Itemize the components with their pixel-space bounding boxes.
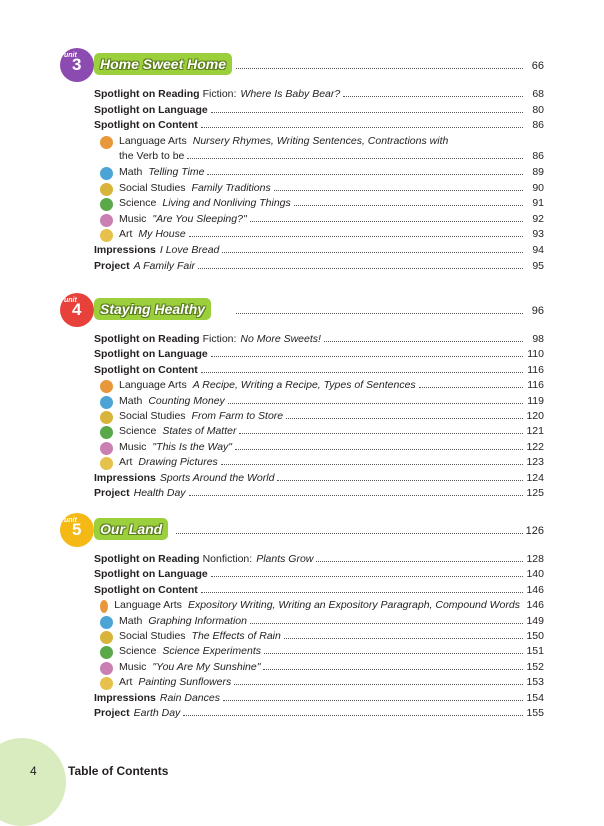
- leader-dots: [211, 576, 523, 577]
- entry-page-number: 116: [527, 363, 544, 376]
- entry-detail-continued: the Verb to be: [119, 150, 185, 163]
- entry-detail: Health Day: [133, 487, 186, 499]
- entry-page-number: 121: [526, 425, 544, 438]
- page-number-circle: [0, 738, 66, 826]
- entry-page-number: 122: [526, 440, 544, 453]
- entry-page-number: 123: [526, 456, 544, 469]
- math-icon: [100, 616, 113, 629]
- leader-dots: [189, 236, 523, 237]
- toc-entry[interactable]: [94, 582, 544, 596]
- toc-subentry[interactable]: [100, 643, 544, 657]
- unit-page-number: 96: [531, 305, 544, 317]
- entry-page-number: 155: [526, 707, 544, 719]
- social-studies-icon: [100, 183, 113, 196]
- entry-page-number: 68: [532, 88, 544, 100]
- toc-entry[interactable]: [94, 86, 544, 100]
- entry-page-number: 116: [527, 379, 544, 392]
- entry-label: Spotlight on Reading: [94, 88, 200, 100]
- subject-label: Social Studies: [119, 181, 186, 194]
- subject-label: Science: [119, 197, 157, 210]
- unit-title: Home Sweet Home: [94, 53, 232, 75]
- unit-title: Our Land: [94, 518, 168, 540]
- leader-dots: [201, 592, 523, 593]
- toc-entry[interactable]: [94, 331, 544, 345]
- entry-detail: Painting Sunflowers: [138, 676, 232, 689]
- entry-detail: Plants Grow: [256, 553, 314, 565]
- toc-entry[interactable]: [94, 117, 544, 131]
- entry-label: Project: [94, 707, 130, 719]
- entry-detail: Family Traditions: [191, 181, 271, 194]
- entry-genre: Fiction:: [202, 88, 237, 100]
- leader-dots: [250, 623, 523, 624]
- subject-label: Music: [119, 440, 147, 453]
- entry-page-number: 91: [532, 197, 544, 210]
- entry-page-number: 140: [526, 568, 544, 581]
- entry-detail: My House: [138, 228, 186, 241]
- entry-label: Impressions: [94, 244, 156, 256]
- entry-detail: From Farm to Store: [191, 410, 284, 422]
- toc-subentry[interactable]: [100, 613, 544, 627]
- music-icon: [100, 442, 113, 455]
- unit-word: unit: [64, 517, 77, 524]
- entry-detail: Counting Money: [148, 394, 225, 407]
- entry-detail: States of Matter: [162, 425, 237, 438]
- toc-subentry[interactable]: [100, 393, 544, 407]
- entry-detail: A Recipe, Writing a Recipe, Types of Sentences: [192, 379, 416, 392]
- entry-page-number: 98: [532, 333, 544, 345]
- entry-page-number: 86: [532, 150, 544, 163]
- unit-page-row: [233, 303, 544, 317]
- leader-dots: [234, 684, 523, 685]
- subject-label: Math: [119, 614, 143, 627]
- leader-dots: [236, 68, 523, 69]
- toc-entry[interactable]: [94, 470, 544, 484]
- entry-label: Project: [94, 487, 130, 499]
- entry-detail: Where Is Baby Bear?: [240, 88, 341, 100]
- leader-dots: [236, 313, 523, 314]
- toc-subentry[interactable]: [100, 164, 544, 178]
- leader-dots: [221, 464, 523, 465]
- entry-page-number: 149: [526, 614, 544, 627]
- entry-page-number: 125: [526, 487, 544, 499]
- toc-entry[interactable]: [94, 258, 544, 272]
- science-icon: [100, 426, 113, 439]
- entry-page-number: 151: [526, 645, 544, 658]
- subject-label: Social Studies: [119, 410, 186, 422]
- subject-label: Math: [119, 166, 143, 178]
- entry-page-number: 94: [532, 244, 544, 256]
- leader-dots: [207, 174, 523, 175]
- entry-label: Spotlight on Reading: [94, 553, 200, 565]
- entry-detail: "Are You Sleeping?": [152, 212, 247, 225]
- toc-subentry[interactable]: [100, 674, 544, 688]
- leader-dots: [316, 561, 523, 562]
- leader-dots: [263, 669, 523, 670]
- leader-dots: [201, 127, 523, 128]
- entry-page-number: 124: [526, 471, 544, 484]
- language-arts-icon: [100, 136, 113, 149]
- unit-page-number: 126: [525, 525, 544, 537]
- toc-entry[interactable]: [94, 102, 544, 116]
- science-icon: [100, 198, 113, 211]
- page-number: 4: [30, 764, 37, 778]
- toc-entry[interactable]: [94, 690, 544, 704]
- leader-dots: [176, 533, 523, 534]
- entry-genre: Fiction:: [202, 333, 237, 345]
- toc-subentry[interactable]: [100, 180, 544, 194]
- toc-subentry[interactable]: [100, 408, 544, 422]
- subject-label: Language Arts: [119, 379, 187, 392]
- toc-subentry[interactable]: [100, 454, 544, 468]
- unit-badge: [60, 48, 94, 82]
- footer-label: Table of Contents: [68, 764, 169, 778]
- entry-page-number: 95: [532, 259, 544, 272]
- toc-entry[interactable]: [94, 705, 544, 719]
- entry-detail: Sports Around the World: [159, 471, 275, 484]
- entry-page-number: 92: [532, 212, 544, 225]
- unit-number: 4: [72, 300, 82, 319]
- entry-page-number: 110: [527, 348, 544, 361]
- subject-label: Music: [119, 212, 147, 225]
- subject-label: Music: [119, 660, 147, 673]
- toc-subentry[interactable]: [100, 659, 544, 673]
- subject-label: Language Arts: [114, 599, 182, 612]
- entry-page-number: 120: [526, 410, 544, 422]
- entry-label: Spotlight on Language: [94, 568, 208, 581]
- leader-dots: [211, 112, 523, 113]
- unit-number: 5: [72, 520, 82, 539]
- entry-detail: A Family Fair: [133, 259, 196, 272]
- toc-entry[interactable]: [94, 485, 544, 499]
- entry-detail: Expository Writing, Writing an Expository Paragraph, Compound Words: [187, 599, 520, 612]
- unit-page-row: [233, 58, 544, 72]
- entry-label: Spotlight on Reading: [94, 333, 200, 345]
- leader-dots: [286, 418, 523, 419]
- leader-dots: [201, 372, 523, 373]
- leader-dots: [264, 653, 523, 654]
- entry-detail: Science Experiments: [162, 645, 261, 658]
- toc-entry[interactable]: [94, 242, 544, 256]
- subject-label: Art: [119, 456, 133, 469]
- toc-entry[interactable]: [94, 346, 544, 360]
- math-icon: [100, 396, 113, 409]
- leader-dots: [250, 221, 523, 222]
- entry-detail: Drawing Pictures: [138, 456, 218, 469]
- entry-page-number: 90: [532, 181, 544, 194]
- toc-entry[interactable]: [94, 566, 544, 580]
- entry-page-number: 119: [527, 394, 544, 407]
- subject-label: Math: [119, 394, 143, 407]
- entry-label: Spotlight on Content: [94, 119, 198, 132]
- toc-subentry[interactable]: [100, 377, 544, 391]
- toc-subentry[interactable]: [119, 148, 544, 162]
- leader-dots: [211, 356, 523, 357]
- leader-dots: [343, 96, 523, 97]
- entry-page-number: 86: [532, 119, 544, 132]
- entry-label: Project: [94, 259, 130, 272]
- subject-label: Art: [119, 228, 133, 241]
- art-icon: [100, 457, 113, 470]
- toc-subentry[interactable]: [100, 628, 544, 642]
- entry-detail: I Love Bread: [159, 244, 220, 256]
- entry-label: Impressions: [94, 691, 156, 704]
- entry-detail: No More Sweets!: [240, 333, 321, 345]
- entry-page-number: 80: [532, 103, 544, 116]
- social-studies-icon: [100, 631, 113, 644]
- leader-dots: [419, 387, 523, 388]
- entry-page-number: 152: [526, 660, 544, 673]
- art-icon: [100, 229, 113, 242]
- leader-dots: [239, 433, 523, 434]
- entry-detail: Living and Nonliving Things: [162, 197, 291, 210]
- language-arts-icon: [100, 380, 113, 393]
- leader-dots: [228, 403, 523, 404]
- toc-subentry[interactable]: [100, 423, 544, 437]
- leader-dots: [235, 449, 523, 450]
- art-icon: [100, 677, 113, 690]
- entry-label: Spotlight on Content: [94, 583, 198, 596]
- entry-detail: Rain Dances: [159, 691, 220, 704]
- leader-dots: [198, 268, 523, 269]
- entry-page-number: 146: [526, 599, 544, 612]
- subject-label: Art: [119, 676, 133, 689]
- entry-detail: Earth Day: [133, 707, 181, 719]
- unit-word: unit: [64, 52, 77, 59]
- leader-dots: [324, 341, 523, 342]
- leader-dots: [277, 480, 523, 481]
- unit-title: Staying Healthy: [94, 298, 211, 320]
- leader-dots: [187, 158, 523, 159]
- music-icon: [100, 214, 113, 227]
- unit-word: unit: [64, 297, 77, 304]
- entry-detail: "This Is the Way": [152, 440, 233, 453]
- math-icon: [100, 167, 113, 180]
- entry-detail: "You Are My Sunshine": [152, 660, 261, 673]
- subject-label: Science: [119, 425, 157, 438]
- entry-page-number: 93: [532, 228, 544, 241]
- entry-page-number: 89: [532, 166, 544, 178]
- toc-subentry[interactable]: [100, 195, 544, 209]
- toc-entry[interactable]: [94, 551, 544, 565]
- leader-dots: [294, 205, 523, 206]
- leader-dots: [222, 252, 523, 253]
- music-icon: [100, 662, 113, 675]
- unit-page-row: [173, 523, 544, 537]
- entry-detail: The Effects of Rain: [191, 630, 281, 642]
- leader-dots: [274, 190, 523, 191]
- entry-page-number: 150: [526, 630, 544, 642]
- entry-page-number: 128: [526, 553, 544, 565]
- leader-dots: [189, 495, 523, 496]
- entry-detail: Nursery Rhymes, Writing Sentences, Contractions with: [192, 134, 449, 147]
- toc-subentry[interactable]: [100, 133, 544, 147]
- entry-detail: Graphing Information: [148, 614, 247, 627]
- entry-label: Spotlight on Language: [94, 348, 208, 361]
- language-arts-icon: [100, 600, 108, 613]
- unit-number: 3: [72, 55, 82, 74]
- unit-badge: [60, 293, 94, 327]
- subject-label: Language Arts: [119, 134, 187, 147]
- entry-page-number: 154: [526, 691, 544, 704]
- toc-subentry[interactable]: [100, 226, 544, 240]
- entry-label: Impressions: [94, 471, 156, 484]
- social-studies-icon: [100, 411, 113, 424]
- entry-detail: Telling Time: [148, 166, 205, 178]
- toc-subentry[interactable]: [100, 211, 544, 225]
- leader-dots: [284, 638, 523, 639]
- leader-dots: [183, 715, 523, 716]
- unit-badge: [60, 513, 94, 547]
- toc-subentry[interactable]: [100, 439, 544, 453]
- toc-entry[interactable]: [94, 362, 544, 376]
- entry-label: Spotlight on Language: [94, 103, 208, 116]
- toc-subentry[interactable]: [100, 597, 544, 611]
- entry-genre: Nonfiction:: [202, 553, 253, 565]
- entry-page-number: 146: [526, 583, 544, 596]
- leader-dots: [223, 700, 523, 701]
- unit-page-number: 66: [531, 60, 544, 72]
- entry-page-number: 153: [526, 676, 544, 689]
- entry-label: Spotlight on Content: [94, 363, 198, 376]
- science-icon: [100, 646, 113, 659]
- subject-label: Science: [119, 645, 157, 658]
- subject-label: Social Studies: [119, 630, 186, 642]
